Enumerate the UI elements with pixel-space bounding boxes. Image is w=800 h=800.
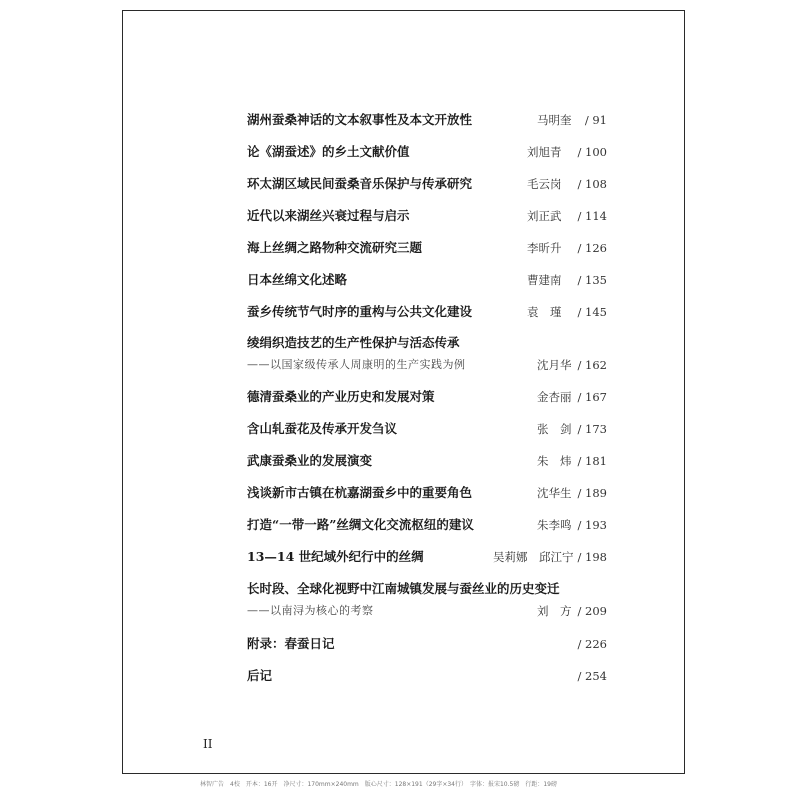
entry-title: 打造“一带一路”丝绸文化交流枢纽的建议 <box>247 517 474 532</box>
entry-page: / 181 <box>577 454 607 468</box>
entry-page: / 226 <box>577 637 607 651</box>
toc-entry[interactable] <box>247 238 607 258</box>
entry-page: / 198 <box>577 550 607 564</box>
entry-author: 吴莉娜 邱江宁 <box>493 550 574 564</box>
entry-author: 马明奎 <box>537 113 572 127</box>
entry-page: / 145 <box>577 305 607 319</box>
entry-title: 13—14 世纪域外纪行中的丝绸 <box>247 549 424 564</box>
entry-author: 刘旭青 <box>527 145 562 159</box>
toc-entry[interactable] <box>247 387 607 407</box>
entry-subtitle: ——以南浔为核心的考察 <box>247 604 374 617</box>
entry-page: / 189 <box>577 486 607 500</box>
entry-page: / 173 <box>577 422 607 436</box>
entry-page: / 162 <box>577 358 607 372</box>
entry-page: / 126 <box>577 241 607 255</box>
toc-entry[interactable] <box>247 515 607 535</box>
entry-author: 刘正武 <box>527 209 562 223</box>
toc-entry[interactable] <box>247 270 607 290</box>
toc-entry[interactable] <box>247 110 607 130</box>
entry-title: 日本丝绵文化述略 <box>247 272 348 287</box>
entry-page: / 108 <box>577 177 607 191</box>
entry-author: 金杏丽 <box>537 390 572 404</box>
toc-entry[interactable] <box>247 206 607 226</box>
entry-title: 绫绢织造技艺的生产性保护与活态传承 <box>247 335 460 350</box>
toc-entry[interactable] <box>247 547 607 567</box>
entry-subtitle: ——以国家级传承人周康明的生产实践为例 <box>247 358 466 371</box>
print-spec-footer: 林智广告 4校 开本：16开 净尺寸：170mm×240mm 版心尺寸：128×191（29字×34行） 字体：报宋10.5磅 行距：19磅 <box>200 781 557 788</box>
toc-entry[interactable] <box>247 451 607 471</box>
toc-entry[interactable] <box>247 174 607 194</box>
entry-title: 蚕乡传统节气时序的重构与公共文化建设 <box>247 304 473 319</box>
entry-author: 毛云岗 <box>527 177 562 191</box>
page-number: II <box>203 737 213 751</box>
toc-entry-subtitle-line <box>247 601 607 621</box>
entry-title: 含山轧蚕花及传承开发刍议 <box>247 421 398 436</box>
entry-page: / 167 <box>577 390 607 404</box>
entry-page: / 114 <box>577 209 607 223</box>
entry-title: 海上丝绸之路物种交流研究三题 <box>247 240 423 255</box>
entry-author: 袁 瑾 <box>527 305 562 319</box>
toc-entry[interactable] <box>247 419 607 439</box>
entry-author: 沈月华 <box>537 358 572 372</box>
entry-author: 沈华生 <box>537 486 572 500</box>
toc-entry-subtitle-line <box>247 355 607 375</box>
entry-title: 武康蚕桑业的发展演变 <box>247 453 373 468</box>
toc-entry[interactable] <box>247 333 607 353</box>
entry-title: 环太湖区域民间蚕桑音乐保护与传承研究 <box>247 176 473 191</box>
entry-author: 张 剑 <box>537 422 572 436</box>
entry-page: / 100 <box>577 145 607 159</box>
entry-title: 湖州蚕桑神话的文本叙事性及本文开放性 <box>247 112 473 127</box>
entry-title: 近代以来湖丝兴衰过程与启示 <box>247 208 410 223</box>
entry-title: 浅谈新市古镇在杭嘉湖蚕乡中的重要角色 <box>247 485 473 500</box>
entry-title: 德清蚕桑业的产业历史和发展对策 <box>247 389 435 404</box>
toc-entry[interactable] <box>247 302 607 322</box>
toc-entry[interactable] <box>247 142 607 162</box>
entry-author: 朱 炜 <box>537 454 572 468</box>
entry-title: 附录：春蚕日记 <box>247 636 335 651</box>
entry-page: / 135 <box>577 273 607 287</box>
entry-page: / 91 <box>584 113 607 127</box>
entry-author: 李昕升 <box>527 241 562 255</box>
toc-entry[interactable] <box>247 634 607 654</box>
entry-title: 长时段、全球化视野中江南城镇发展与蚕丝业的历史变迁 <box>247 581 560 596</box>
entry-title: 论《湖蚕述》的乡土文献价值 <box>247 144 410 159</box>
toc-entry[interactable] <box>247 666 607 686</box>
entry-author: 曹建南 <box>527 273 562 287</box>
entry-author: 刘 方 <box>537 604 572 618</box>
entry-page: / 193 <box>577 518 607 532</box>
toc-entry[interactable] <box>247 483 607 503</box>
entry-page: / 209 <box>577 604 607 618</box>
entry-title: 后记 <box>247 668 273 683</box>
entry-author: 朱李鸣 <box>537 518 572 532</box>
entry-page: / 254 <box>577 669 607 683</box>
toc-entry[interactable] <box>247 579 607 599</box>
